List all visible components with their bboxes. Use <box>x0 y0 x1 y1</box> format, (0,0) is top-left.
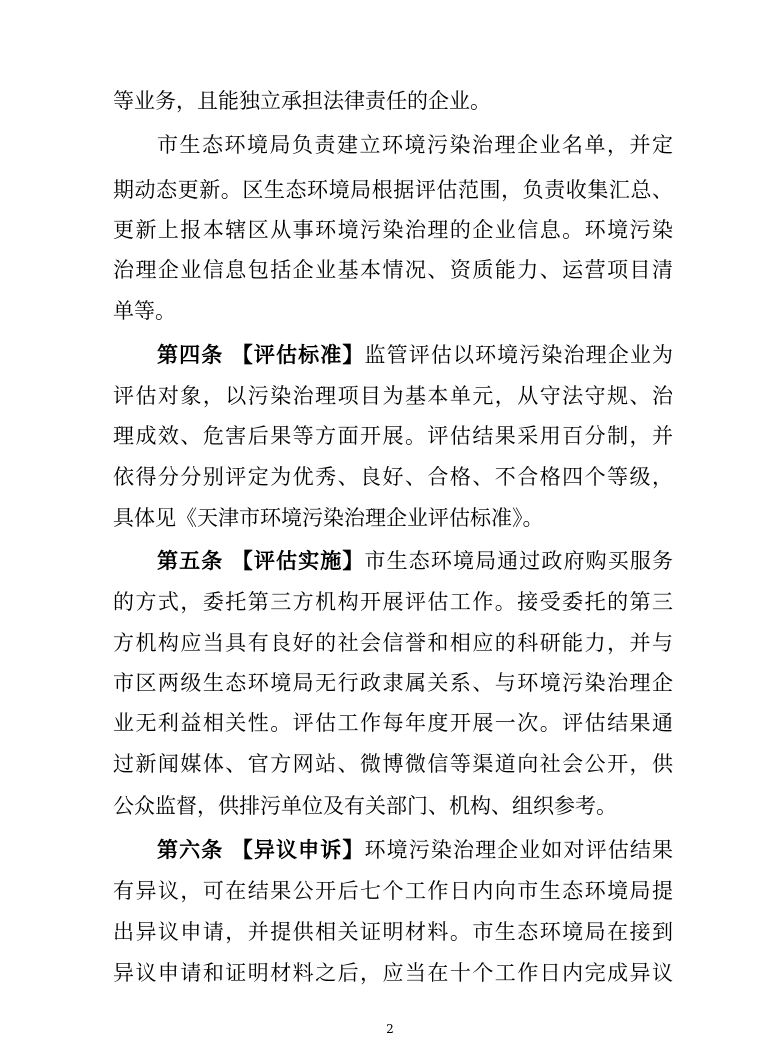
text-line: 的方式，委托第三方机构开展评估工作。接受委托的第三 <box>113 590 673 614</box>
text-span: 监管评估以环境污染治理企业为 <box>364 343 674 367</box>
article-4-first-line <box>157 336 673 374</box>
text-line: 等业务，且能独立承担法律责任的企业。 <box>113 89 491 113</box>
text-line: 市区两级生态环境局无行政隶属关系、与环境污染治理企 <box>113 671 673 695</box>
article-5-heading: 第五条 【评估实施】 <box>157 549 365 573</box>
article-5-first-line <box>157 542 673 580</box>
article-6-first-line <box>157 831 673 869</box>
text-line: 业无利益相关性。评估工作每年度开展一次。评估结果通 <box>113 711 673 735</box>
text-span: 环境污染治理企业如对评估结果 <box>364 838 674 862</box>
text-line: 单等。 <box>113 299 176 323</box>
text-line: 方机构应当具有良好的社会信誉和相应的科研能力，并与 <box>113 631 673 655</box>
text-line: 更新上报本辖区从事环境污染治理的企业信息。环境污染 <box>113 218 673 242</box>
text-line: 公众监督，供排污单位及有关部门、机构、组织参考。 <box>113 794 617 818</box>
text-line: 具体见《天津市环境污染治理企业评估标准》。 <box>113 506 544 530</box>
text-line: 理成效、危害后果等方面开展。评估结果采用百分制，并 <box>113 424 673 448</box>
text-line: 评估对象，以污染治理项目为基本单元，从守法守规、治 <box>113 384 673 408</box>
text-line: 治理企业信息包括企业基本情况、资质能力、运营项目清 <box>113 258 673 282</box>
text-line: 期动态更新。区生态环境局根据评估范围，负责收集汇总、 <box>113 178 673 202</box>
article-6-heading: 第六条 【异议申诉】 <box>157 838 365 862</box>
text-line: 依得分分别评定为优秀、良好、合格、不合格四个等级， <box>113 465 673 489</box>
article-4-heading: 第四条 【评估标准】 <box>157 343 365 367</box>
text-span: 市生态环境局通过政府购买服务 <box>364 549 674 573</box>
text-line: 有异议，可在结果公开后七个工作日内向市生态环境局提 <box>113 879 673 903</box>
text-line: 异议申请和证明材料之后，应当在十个工作日内完成异议 <box>113 961 673 985</box>
page-number: 2 <box>386 1022 394 1036</box>
text-line: 出异议申请，并提供相关证明材料。市生态环境局在接到 <box>113 920 673 944</box>
text-line: 市生态环境局负责建立环境污染治理企业名单，并定 <box>157 133 673 157</box>
text-line: 过新闻媒体、官方网站、微博微信等渠道向社会公开，供 <box>113 752 673 776</box>
